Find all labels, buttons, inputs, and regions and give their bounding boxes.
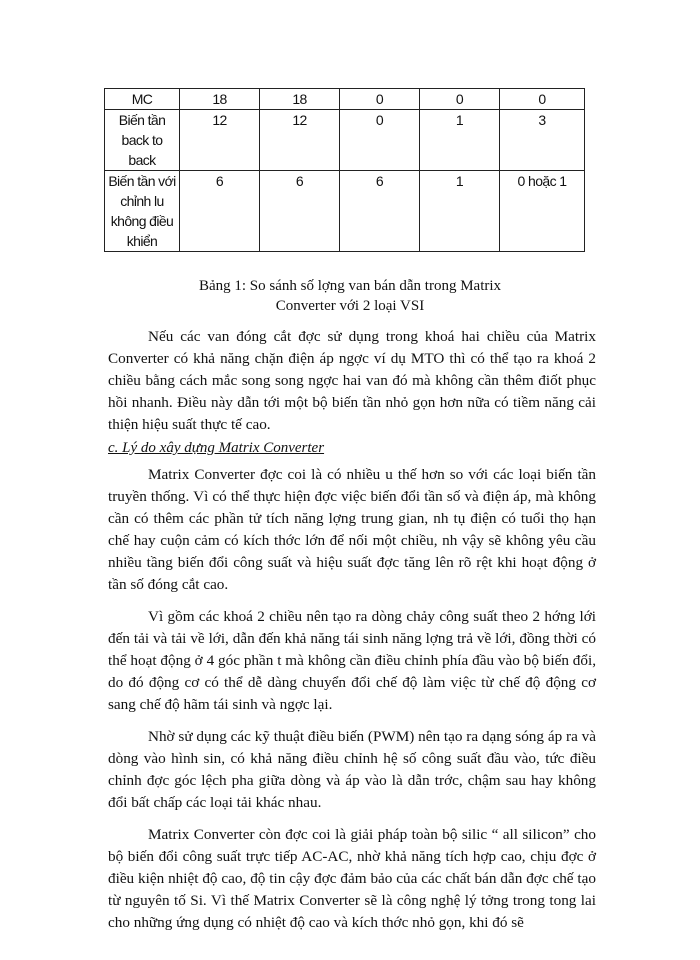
table-cell: 18 (180, 89, 260, 110)
table-cell: 0 (500, 89, 585, 110)
comparison-table (104, 88, 585, 252)
table-row (105, 171, 585, 252)
table-caption: Bảng 1: So sánh số lợng van bán dẫn trong Matrix Converter với 2 loại VSI (198, 278, 502, 314)
table-row (105, 89, 585, 110)
table-cell: 1 (420, 171, 500, 252)
table-cell: 3 (500, 110, 585, 171)
table-cell: 18 (260, 89, 340, 110)
section-heading: c. Lý do xây dựng Matrix Converter (108, 440, 325, 456)
table-cell: 1 (420, 110, 500, 171)
table-cell: 0 (420, 89, 500, 110)
table-cell: 6 (340, 171, 420, 252)
paragraph-group-2 (108, 464, 596, 934)
table-cell: 0 (340, 110, 420, 171)
table-row (105, 110, 585, 171)
paragraph: Matrix Converter đợc coi là có nhiều u thế hơn so với các loại biến tần truyền thống. Vì có thể thực hiện đợc việc biến đổi tần số và điện áp, mà không cần có thêm các phần tử tích năng lợng trung gian, nh tụ điện có tuổi thọ hạn chế hay cuộn cảm có kích thớc lớn để nối một chiều, nh vậy sẽ không yêu cầu nhiều tầng biến đổi công suất và hiệu suất đợc tăng lên rõ rệt khi hoạt động ở tần số đóng cắt cao. (108, 466, 596, 593)
table-cell: Biến tần với chỉnh lu không điều khiển (105, 171, 180, 252)
paragraph: Nhờ sử dụng các kỹ thuật điều biến (PWM) nên tạo ra dạng sóng áp ra và dòng vào hình sin, có khả năng điều chỉnh hệ số công suất đầu vào, tức điều chỉnh đợc góc lệch pha giữa dòng và áp vào là dẫn trớc, chậm sau hay không đổi bất chấp các loại tải khác nhau. (108, 728, 596, 811)
table-cell: 0 hoặc 1 (500, 171, 585, 252)
table-cell: 12 (260, 110, 340, 171)
paragraph: Nếu các van đóng cắt đợc sử dụng trong khoá hai chiều của Matrix Converter có khả năng chặn điện áp ngợc ví dụ MTO thì có thể tạo ra khoá 2 chiều bằng cách mắc song song ngợc hai van đó mà không cần thêm điốt phục hồi nhanh. Điều này dẫn tới một bộ biến tần nhỏ gọn hơn nữa có tiềm năng cải thiện hiệu suất thực tế cao. (108, 328, 596, 433)
table-cell: MC (105, 89, 180, 110)
table-cell: 12 (180, 110, 260, 171)
table-cell: 6 (180, 171, 260, 252)
paragraph: Vì gồm các khoá 2 chiều nên tạo ra dòng chảy công suất theo 2 hớng lới đến tải và tải về lới, dẫn đến khả năng tái sinh năng lợng trả về lới, đồng thời có thể hoạt động ở 4 góc phần t mà không cần điều chỉnh phía đầu vào bộ biến đổi, do đó động cơ có thể dễ dàng chuyển đổi chế độ làm việc từ chế độ động cơ sang chế độ hãm tái sinh và ngợc lại. (108, 608, 596, 713)
paragraph: Matrix Converter còn đợc coi là giải pháp toàn bộ silic “ all silicon” cho bộ biến đổi công suất trực tiếp AC-AC, nhờ khả năng tích hợp cao, chịu đợc ở điều kiện nhiệt độ cao, độ tin cậy đợc đảm bảo của các chất bán dẫn đợc chế tạo từ nguyên tố Si. Vì thế Matrix Converter sẽ là công nghệ lý tởng trong tong lai cho những ứng dụng có nhiệt độ cao và kích thớc nhỏ gọn, khi đó sẽ (108, 826, 596, 931)
table-cell: 0 (340, 89, 420, 110)
table-cell: 6 (260, 171, 340, 252)
paragraph-group-1 (108, 326, 596, 436)
table-cell: Biến tần back to back (105, 110, 180, 171)
